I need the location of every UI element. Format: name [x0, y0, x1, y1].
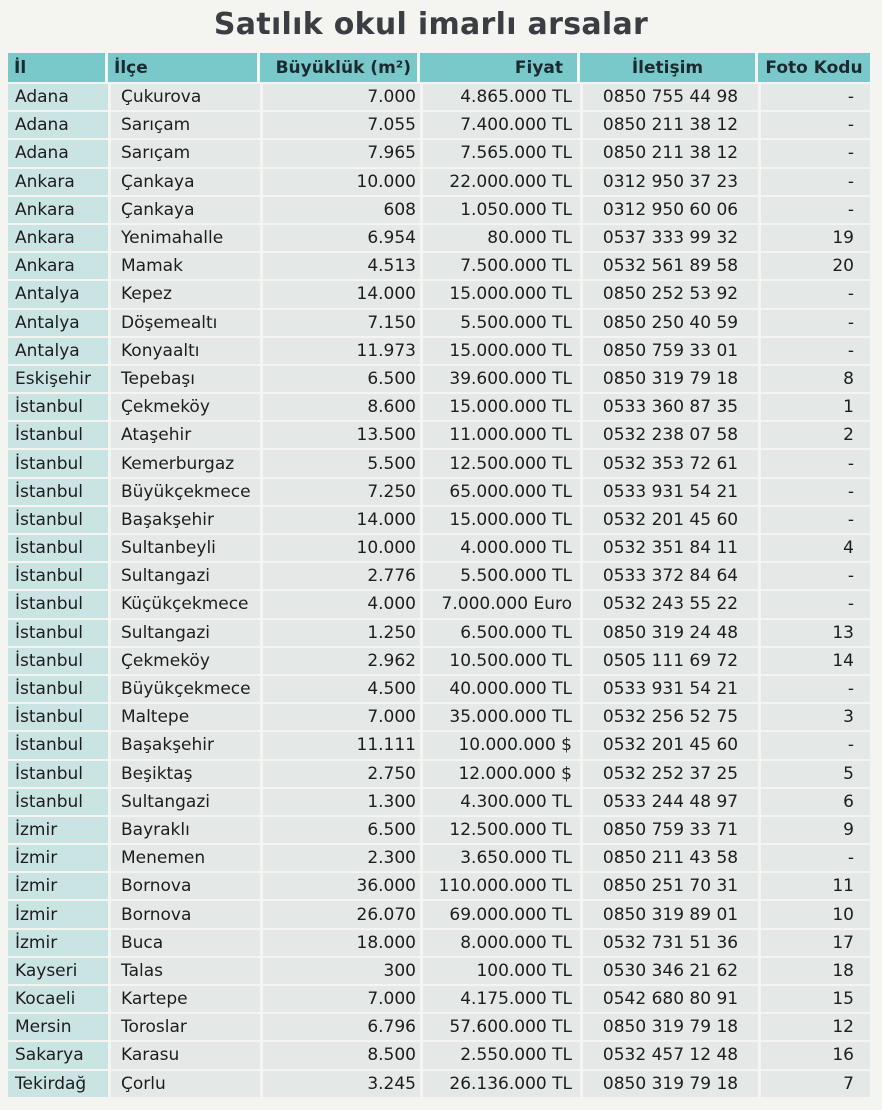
table-row	[8, 366, 870, 394]
cell-size: 300	[260, 958, 420, 986]
cell-il: Adana	[8, 140, 108, 168]
cell-size: 7.000	[260, 986, 420, 1014]
cell-size: 14.000	[260, 281, 420, 309]
cell-size: 14.000	[260, 507, 420, 535]
cell-photo-code: 17	[758, 930, 870, 958]
cell-size: 2.300	[260, 845, 420, 873]
cell-ilce: Bornova	[108, 901, 260, 929]
cell-size: 13.500	[260, 422, 420, 450]
cell-phone: 0537 333 99 32	[580, 225, 758, 253]
cell-photo-code: -	[758, 310, 870, 338]
cell-phone: 0530 346 21 62	[580, 958, 758, 986]
cell-price: 26.136.000 TL	[420, 1071, 580, 1099]
table-row	[8, 169, 870, 197]
cell-phone: 0850 250 40 59	[580, 310, 758, 338]
table-row	[8, 845, 870, 873]
table-row	[8, 422, 870, 450]
table-row	[8, 873, 870, 901]
cell-ilce: Sarıçam	[108, 140, 260, 168]
cell-size: 6.500	[260, 817, 420, 845]
cell-price: 10.000.000 $	[420, 732, 580, 760]
cell-price: 100.000 TL	[420, 958, 580, 986]
table-row	[8, 1071, 870, 1099]
cell-ilce: Büyükçekmece	[108, 676, 260, 704]
cell-phone: 0850 211 38 12	[580, 140, 758, 168]
cell-size: 7.250	[260, 479, 420, 507]
cell-price: 4.300.000 TL	[420, 789, 580, 817]
cell-il: İzmir	[8, 817, 108, 845]
cell-ilce: Beşiktaş	[108, 761, 260, 789]
cell-phone: 0532 243 55 22	[580, 591, 758, 619]
cell-phone: 0312 950 37 23	[580, 169, 758, 197]
cell-size: 608	[260, 197, 420, 225]
cell-size: 5.500	[260, 450, 420, 478]
cell-price: 110.000.000 TL	[420, 873, 580, 901]
listing-table	[8, 53, 870, 1099]
column-header-tel: İletişim	[580, 53, 758, 84]
cell-price: 12.500.000 TL	[420, 450, 580, 478]
cell-phone: 0532 238 07 58	[580, 422, 758, 450]
cell-photo-code: -	[758, 450, 870, 478]
cell-il: Kayseri	[8, 958, 108, 986]
cell-il: Ankara	[8, 253, 108, 281]
cell-phone: 0533 360 87 35	[580, 394, 758, 422]
cell-photo-code: 5	[758, 761, 870, 789]
cell-phone: 0850 319 24 48	[580, 620, 758, 648]
cell-phone: 0850 319 79 18	[580, 1014, 758, 1042]
table-row	[8, 1042, 870, 1070]
cell-price: 40.000.000 TL	[420, 676, 580, 704]
cell-il: Ankara	[8, 169, 108, 197]
cell-size: 4.513	[260, 253, 420, 281]
cell-price: 35.000.000 TL	[420, 704, 580, 732]
cell-photo-code: 14	[758, 648, 870, 676]
cell-ilce: Yenimahalle	[108, 225, 260, 253]
cell-phone: 0850 319 79 18	[580, 366, 758, 394]
cell-ilce: Kemerburgaz	[108, 450, 260, 478]
cell-ilce: Başakşehir	[108, 507, 260, 535]
cell-il: Ankara	[8, 225, 108, 253]
page-title: Satılık okul imarlı arsalar	[213, 7, 649, 42]
cell-il: İstanbul	[8, 507, 108, 535]
cell-price: 4.000.000 TL	[420, 535, 580, 563]
cell-photo-code: -	[758, 507, 870, 535]
cell-photo-code: -	[758, 197, 870, 225]
cell-photo-code: 18	[758, 958, 870, 986]
table-row	[8, 591, 870, 619]
cell-ilce: Sarıçam	[108, 112, 260, 140]
cell-phone: 0533 931 54 21	[580, 676, 758, 704]
cell-price: 22.000.000 TL	[420, 169, 580, 197]
cell-phone: 0850 319 79 18	[580, 1071, 758, 1099]
table-row	[8, 620, 870, 648]
cell-photo-code: -	[758, 845, 870, 873]
table-row	[8, 450, 870, 478]
cell-photo-code: 15	[758, 986, 870, 1014]
cell-il: İstanbul	[8, 676, 108, 704]
column-header-il: İl	[8, 53, 108, 84]
cell-phone: 0850 759 33 01	[580, 338, 758, 366]
table-row	[8, 648, 870, 676]
table-row	[8, 253, 870, 281]
cell-il: Eskişehir	[8, 366, 108, 394]
cell-phone: 0532 731 51 36	[580, 930, 758, 958]
table-row	[8, 225, 870, 253]
cell-price: 15.000.000 TL	[420, 281, 580, 309]
cell-photo-code: 11	[758, 873, 870, 901]
cell-price: 5.500.000 TL	[420, 563, 580, 591]
cell-price: 4.865.000 TL	[420, 84, 580, 112]
cell-il: İzmir	[8, 873, 108, 901]
table-row	[8, 84, 870, 112]
cell-price: 4.175.000 TL	[420, 986, 580, 1014]
cell-size: 2.962	[260, 648, 420, 676]
cell-phone: 0312 950 60 06	[580, 197, 758, 225]
table-row	[8, 901, 870, 929]
cell-size: 6.796	[260, 1014, 420, 1042]
table-row	[8, 817, 870, 845]
cell-ilce: Sultangazi	[108, 620, 260, 648]
table-row	[8, 479, 870, 507]
cell-il: Antalya	[8, 338, 108, 366]
cell-photo-code: -	[758, 338, 870, 366]
cell-size: 2.776	[260, 563, 420, 591]
cell-phone: 0532 256 52 75	[580, 704, 758, 732]
cell-price: 69.000.000 TL	[420, 901, 580, 929]
cell-ilce: Çukurova	[108, 84, 260, 112]
cell-il: İstanbul	[8, 535, 108, 563]
cell-photo-code: -	[758, 479, 870, 507]
cell-photo-code: -	[758, 676, 870, 704]
cell-size: 18.000	[260, 930, 420, 958]
cell-phone: 0542 680 80 91	[580, 986, 758, 1014]
cell-il: İstanbul	[8, 394, 108, 422]
cell-photo-code: -	[758, 281, 870, 309]
cell-size: 7.000	[260, 84, 420, 112]
cell-ilce: Mamak	[108, 253, 260, 281]
cell-size: 7.055	[260, 112, 420, 140]
cell-phone: 0532 351 84 11	[580, 535, 758, 563]
cell-ilce: Tepebaşı	[108, 366, 260, 394]
cell-ilce: Başakşehir	[108, 732, 260, 760]
cell-phone: 0532 201 45 60	[580, 732, 758, 760]
cell-il: İstanbul	[8, 591, 108, 619]
cell-phone: 0533 372 84 64	[580, 563, 758, 591]
cell-ilce: Buca	[108, 930, 260, 958]
cell-price: 7.500.000 TL	[420, 253, 580, 281]
cell-il: İzmir	[8, 901, 108, 929]
cell-ilce: Toroslar	[108, 1014, 260, 1042]
cell-ilce: Maltepe	[108, 704, 260, 732]
table-row	[8, 761, 870, 789]
cell-photo-code: 3	[758, 704, 870, 732]
cell-size: 10.000	[260, 535, 420, 563]
cell-price: 12.500.000 TL	[420, 817, 580, 845]
table-row	[8, 732, 870, 760]
cell-phone: 0533 244 48 97	[580, 789, 758, 817]
table-row	[8, 704, 870, 732]
cell-phone: 0850 759 33 71	[580, 817, 758, 845]
cell-il: İstanbul	[8, 789, 108, 817]
cell-price: 80.000 TL	[420, 225, 580, 253]
cell-ilce: Konyaaltı	[108, 338, 260, 366]
cell-phone: 0532 252 37 25	[580, 761, 758, 789]
table-row	[8, 394, 870, 422]
cell-ilce: Döşemealtı	[108, 310, 260, 338]
cell-photo-code: -	[758, 84, 870, 112]
cell-phone: 0850 252 53 92	[580, 281, 758, 309]
cell-il: Adana	[8, 112, 108, 140]
cell-ilce: Menemen	[108, 845, 260, 873]
cell-price: 11.000.000 TL	[420, 422, 580, 450]
cell-photo-code: -	[758, 591, 870, 619]
cell-ilce: Bayraklı	[108, 817, 260, 845]
cell-size: 4.500	[260, 676, 420, 704]
cell-il: Tekirdağ	[8, 1071, 108, 1099]
cell-ilce: Çekmeköy	[108, 394, 260, 422]
cell-phone: 0850 211 43 58	[580, 845, 758, 873]
cell-il: İstanbul	[8, 704, 108, 732]
cell-il: İstanbul	[8, 761, 108, 789]
cell-price: 7.000.000 Euro	[420, 591, 580, 619]
cell-price: 15.000.000 TL	[420, 507, 580, 535]
cell-photo-code: 9	[758, 817, 870, 845]
table-row	[8, 140, 870, 168]
cell-il: Adana	[8, 84, 108, 112]
cell-phone: 0850 211 38 12	[580, 112, 758, 140]
cell-photo-code: -	[758, 563, 870, 591]
cell-photo-code: 19	[758, 225, 870, 253]
cell-price: 3.650.000 TL	[420, 845, 580, 873]
cell-price: 65.000.000 TL	[420, 479, 580, 507]
cell-price: 7.565.000 TL	[420, 140, 580, 168]
listing-table-container	[8, 53, 870, 1105]
column-header-photo: Foto Kodu	[758, 53, 870, 84]
cell-ilce: Çekmeköy	[108, 648, 260, 676]
cell-size: 36.000	[260, 873, 420, 901]
cell-il: İstanbul	[8, 563, 108, 591]
cell-ilce: Talas	[108, 958, 260, 986]
cell-size: 3.245	[260, 1071, 420, 1099]
cell-photo-code: 1	[758, 394, 870, 422]
table-row	[8, 112, 870, 140]
cell-size: 2.750	[260, 761, 420, 789]
cell-ilce: Çorlu	[108, 1071, 260, 1099]
cell-phone: 0850 319 89 01	[580, 901, 758, 929]
cell-ilce: Sultanbeyli	[108, 535, 260, 563]
table-row	[8, 197, 870, 225]
cell-size: 1.300	[260, 789, 420, 817]
table-row	[8, 507, 870, 535]
cell-size: 8.600	[260, 394, 420, 422]
cell-ilce: Sultangazi	[108, 789, 260, 817]
cell-photo-code: -	[758, 112, 870, 140]
cell-phone: 0850 755 44 98	[580, 84, 758, 112]
table-row	[8, 986, 870, 1014]
cell-photo-code: -	[758, 169, 870, 197]
cell-ilce: Sultangazi	[108, 563, 260, 591]
cell-price: 15.000.000 TL	[420, 338, 580, 366]
cell-il: İzmir	[8, 845, 108, 873]
cell-il: Ankara	[8, 197, 108, 225]
cell-size: 4.000	[260, 591, 420, 619]
column-header-price: Fiyat	[420, 53, 580, 84]
cell-il: Kocaeli	[8, 986, 108, 1014]
cell-size: 10.000	[260, 169, 420, 197]
cell-size: 26.070	[260, 901, 420, 929]
cell-photo-code: 8	[758, 366, 870, 394]
cell-size: 11.973	[260, 338, 420, 366]
table-row	[8, 535, 870, 563]
table-row	[8, 563, 870, 591]
cell-phone: 0505 111 69 72	[580, 648, 758, 676]
cell-il: İstanbul	[8, 450, 108, 478]
cell-ilce: Karasu	[108, 1042, 260, 1070]
cell-il: İstanbul	[8, 732, 108, 760]
cell-ilce: Kepez	[108, 281, 260, 309]
cell-il: İstanbul	[8, 648, 108, 676]
cell-il: Antalya	[8, 281, 108, 309]
cell-photo-code: 2	[758, 422, 870, 450]
cell-ilce: Çankaya	[108, 197, 260, 225]
table-row	[8, 958, 870, 986]
cell-price: 57.600.000 TL	[420, 1014, 580, 1042]
table-row	[8, 930, 870, 958]
cell-il: Sakarya	[8, 1042, 108, 1070]
cell-size: 7.150	[260, 310, 420, 338]
cell-ilce: Büyükçekmece	[108, 479, 260, 507]
cell-photo-code: -	[758, 732, 870, 760]
cell-size: 7.000	[260, 704, 420, 732]
cell-il: İstanbul	[8, 422, 108, 450]
cell-photo-code: 6	[758, 789, 870, 817]
cell-ilce: Bornova	[108, 873, 260, 901]
cell-ilce: Küçükçekmece	[108, 591, 260, 619]
table-row	[8, 789, 870, 817]
cell-photo-code: 7	[758, 1071, 870, 1099]
cell-ilce: Ataşehir	[108, 422, 260, 450]
cell-il: Antalya	[8, 310, 108, 338]
cell-photo-code: 20	[758, 253, 870, 281]
cell-price: 1.050.000 TL	[420, 197, 580, 225]
cell-photo-code: 4	[758, 535, 870, 563]
table-row	[8, 310, 870, 338]
column-header-ilce: İlçe	[108, 53, 260, 84]
cell-ilce: Kartepe	[108, 986, 260, 1014]
cell-price: 39.600.000 TL	[420, 366, 580, 394]
cell-size: 6.500	[260, 366, 420, 394]
cell-size: 7.965	[260, 140, 420, 168]
cell-price: 12.000.000 $	[420, 761, 580, 789]
cell-price: 7.400.000 TL	[420, 112, 580, 140]
cell-price: 15.000.000 TL	[420, 394, 580, 422]
table-body	[8, 84, 870, 1099]
cell-il: İstanbul	[8, 479, 108, 507]
cell-photo-code: 16	[758, 1042, 870, 1070]
cell-photo-code: -	[758, 140, 870, 168]
cell-phone: 0532 201 45 60	[580, 507, 758, 535]
cell-phone: 0850 251 70 31	[580, 873, 758, 901]
cell-il: Mersin	[8, 1014, 108, 1042]
cell-photo-code: 13	[758, 620, 870, 648]
cell-size: 11.111	[260, 732, 420, 760]
table-row	[8, 281, 870, 309]
cell-price: 6.500.000 TL	[420, 620, 580, 648]
cell-price: 10.500.000 TL	[420, 648, 580, 676]
cell-price: 8.000.000 TL	[420, 930, 580, 958]
cell-il: İstanbul	[8, 620, 108, 648]
table-row	[8, 676, 870, 704]
table-row	[8, 1014, 870, 1042]
table-row	[8, 338, 870, 366]
cell-phone: 0533 931 54 21	[580, 479, 758, 507]
column-header-size: Büyüklük (m²)	[260, 53, 420, 84]
cell-phone: 0532 561 89 58	[580, 253, 758, 281]
cell-size: 1.250	[260, 620, 420, 648]
cell-photo-code: 12	[758, 1014, 870, 1042]
cell-photo-code: 10	[758, 901, 870, 929]
cell-size: 6.954	[260, 225, 420, 253]
cell-phone: 0532 457 12 48	[580, 1042, 758, 1070]
cell-il: İzmir	[8, 930, 108, 958]
cell-ilce: Çankaya	[108, 169, 260, 197]
cell-phone: 0532 353 72 61	[580, 450, 758, 478]
cell-price: 5.500.000 TL	[420, 310, 580, 338]
cell-price: 2.550.000 TL	[420, 1042, 580, 1070]
table-header-row	[8, 53, 870, 84]
cell-size: 8.500	[260, 1042, 420, 1070]
